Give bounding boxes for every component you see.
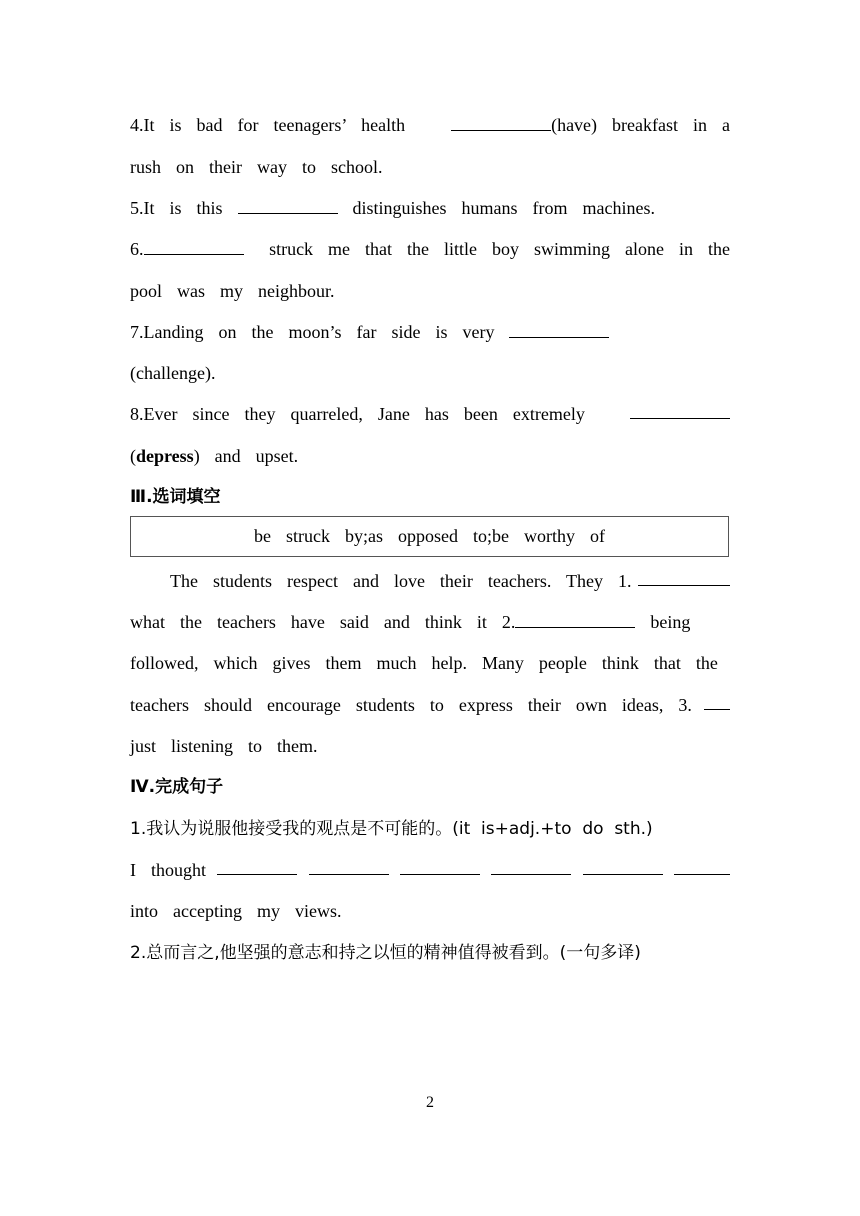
passage-line2	[130, 610, 690, 634]
sentence1-blank-1[interactable]	[217, 858, 297, 875]
q8-line1	[130, 402, 730, 426]
q4-text-a: 4.It is bad for teenagers’ health	[130, 115, 406, 135]
q5-line	[130, 196, 655, 220]
passage-text-1: The students respect and love their teachers. They 1.	[170, 571, 632, 591]
passage-line4	[130, 693, 730, 717]
section3-heading: Ⅲ.选词填空	[130, 487, 221, 507]
q4-blank[interactable]	[451, 114, 551, 131]
passage-blank-3[interactable]	[704, 693, 730, 710]
sentence2-chinese: 2.总而言之,他坚强的意志和持之以恒的精神值得被看到。(一句多译)	[130, 943, 641, 963]
q4-line2: rush on their way to school.	[130, 157, 383, 177]
q7-text: 7.Landing on the moon’s far side is very	[130, 322, 495, 342]
q5-text-b: distinguishes humans from machines.	[352, 198, 655, 218]
q8-blank[interactable]	[630, 402, 730, 419]
q6-blank[interactable]	[144, 238, 244, 255]
sentence1-blank-3[interactable]	[400, 858, 480, 875]
sentence1-blank-2[interactable]	[309, 858, 389, 875]
q6-number: 6.	[130, 239, 144, 259]
q8-line2: (depress) and upset.	[130, 446, 299, 466]
sentence1-blank-4[interactable]	[491, 858, 571, 875]
q4-line1	[130, 113, 730, 137]
page-number: 2	[426, 1094, 434, 1111]
word-bank-box	[130, 516, 729, 557]
passage-text-4: teachers should encourage students to express their own ideas, 3.	[130, 695, 692, 715]
passage-text-2a: what the teachers have said and think it 2.	[130, 612, 516, 632]
sentence1-start: I thought	[130, 860, 206, 880]
passage-line3	[130, 651, 730, 675]
sentence1-chinese: 1.我认为说服他接受我的观点是不可能的。(it is+adj.+to do sth.)	[130, 819, 653, 839]
q6-line1	[130, 237, 730, 261]
section4-heading: Ⅳ.完成句子	[130, 777, 224, 797]
q5-blank[interactable]	[238, 197, 338, 214]
q7-line1	[130, 320, 609, 344]
passage-blank-1[interactable]	[638, 569, 730, 586]
passage-line1	[130, 569, 730, 593]
passage-blank-2[interactable]	[515, 611, 635, 628]
word-bank-text: be struck by;as opposed to;be worthy of	[254, 526, 605, 546]
q8-text: 8.Ever since they quarreled, Jane has been extremely	[130, 404, 585, 424]
sentence1-answer-line	[130, 858, 730, 882]
sentence1-blank-5[interactable]	[583, 858, 663, 875]
q7-blank[interactable]	[509, 321, 609, 338]
q4-text-b: (have) breakfast in a	[551, 115, 730, 135]
q8-bold-word: depress	[136, 446, 194, 466]
q6-line2: pool was my neighbour.	[130, 281, 335, 301]
passage-line5: just listening to them.	[130, 736, 318, 756]
passage-text-3: followed, which gives them much help. Many people think that the	[130, 653, 718, 673]
q6-text-b: struck me that the little boy swimming alone in the	[269, 239, 730, 259]
q7-line2: (challenge).	[130, 363, 216, 383]
passage-text-2b: being	[650, 612, 691, 632]
q5-text-a: 5.It is this	[130, 198, 223, 218]
sentence1-end: into accepting my views.	[130, 901, 342, 921]
sentence1-blank-6[interactable]	[674, 858, 730, 875]
